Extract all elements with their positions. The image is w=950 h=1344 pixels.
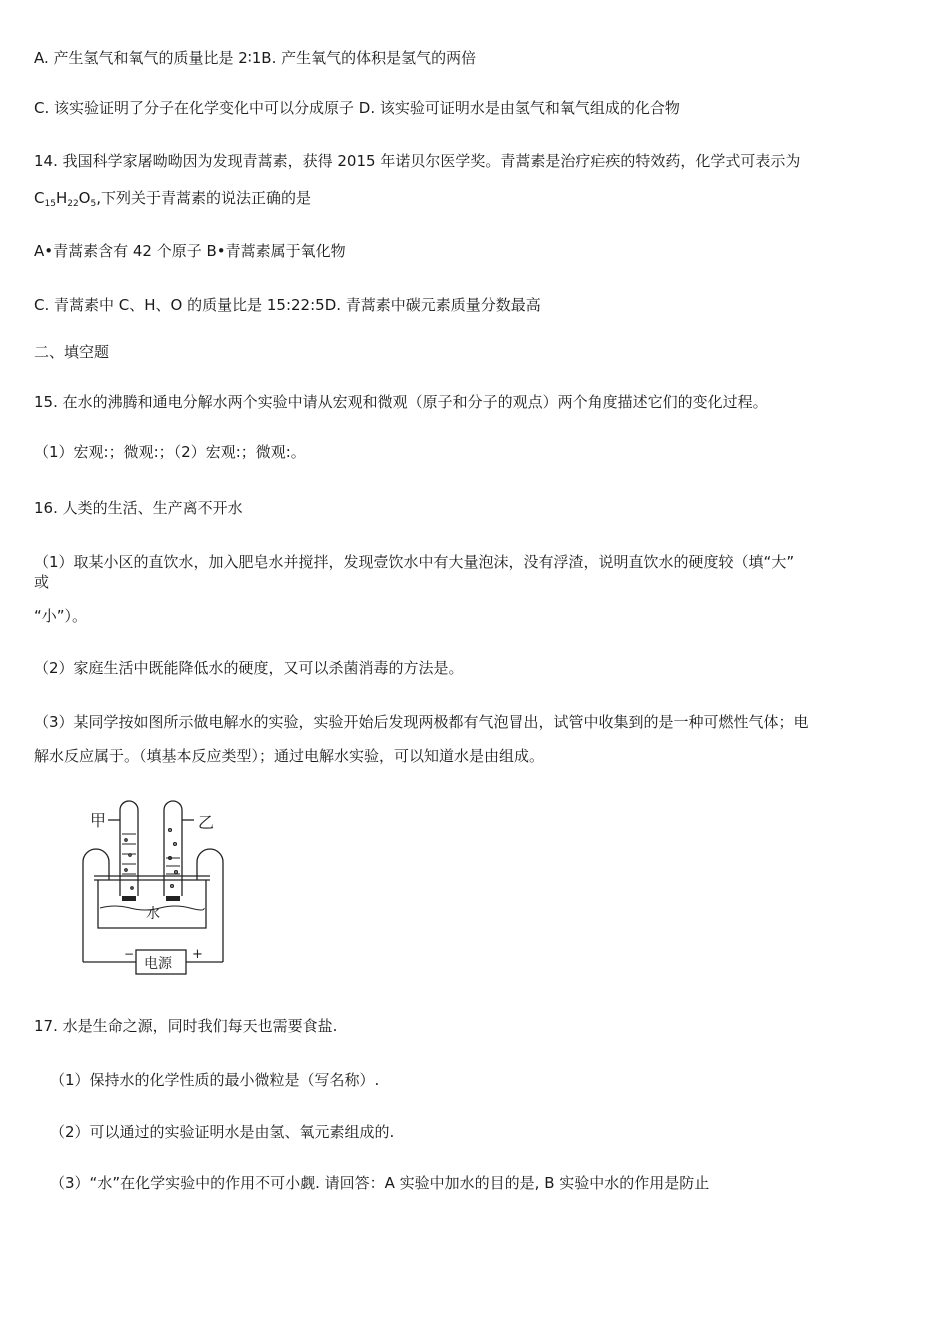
label-jia: 甲 xyxy=(90,811,107,830)
question-15: 15. 在水的沸腾和通电分解水两个实验中请从宏观和微观（原子和分子的观点）两个角度描述它们的变化过程。 xyxy=(34,393,768,411)
label-yi: 乙 xyxy=(198,813,215,832)
question-14-formula xyxy=(34,188,920,208)
right-electrode xyxy=(166,896,180,901)
question-16-part3-a: （3）某同学按如图所示做电解水的实验，实验开始后发现两极都有气泡冒出，试管中收集到的是一种可燃性气体；电 xyxy=(34,713,809,731)
question-16-part2: （2）家庭生活中既能降低水的硬度，又可以杀菌消毒的方法是。 xyxy=(34,659,464,677)
formula-h-sub: 22 xyxy=(67,199,79,209)
question-14-options-ab: A•青蒿素含有 42 个原子 B•青蒿素属于氧化物 xyxy=(34,242,346,260)
formula-o-sub: 5 xyxy=(90,199,97,209)
question-17-part2: （2）可以通过的实验证明水是由氢、氧元素组成的. xyxy=(50,1123,395,1141)
formula-h: H xyxy=(55,189,68,207)
question-16-part1-b: 或 xyxy=(34,573,50,591)
option-a-b: A. 产生氢气和氧气的质量比是 2∶1B. 产生氧气的体积是氢气的两倍 xyxy=(34,49,477,67)
left-electrode xyxy=(122,896,136,901)
question-16-part1-c: “小”）。 xyxy=(34,607,88,625)
option-c-d: C. 该实验证明了分子在化学变化中可以分成原子 D. 该实验可证明水是由氢气和氧气组成的化合物 xyxy=(34,99,680,117)
right-test-tube xyxy=(164,801,182,896)
plus-sign: + xyxy=(192,947,203,962)
question-14: 14. 我国科学家屠呦呦因为发现青蒿素，获得 2015 年诺贝尔医学奖。青蒿素是治疗疟疾的特效药，化学式可表示为 xyxy=(34,152,801,170)
question-16: 16. 人类的生活、生产离不开水 xyxy=(34,499,243,517)
formula-c-sub: 15 xyxy=(44,199,56,209)
question-15-answer: （1）宏观:；微观:；（2）宏观:；微观:。 xyxy=(34,443,306,461)
right-wire xyxy=(197,849,223,962)
question-16-part1-a: （1）取某小区的直饮水，加入肥皂水并搅拌，发现壹饮水中有大量泡沫，没有浮渣，说明直饮水的硬度较（填“大” xyxy=(34,553,795,571)
question-17: 17. 水是生命之源，同时我们每天也需要食盐. xyxy=(34,1017,338,1035)
question-17-part1: （1）保持水的化学性质的最小微粒是（写名称）. xyxy=(50,1071,380,1089)
left-test-tube xyxy=(120,801,138,896)
electrolysis-apparatus xyxy=(80,800,240,980)
section-heading: 二、填空题 xyxy=(34,343,110,361)
minus-sign: − xyxy=(124,947,135,961)
label-power: 电源 xyxy=(144,956,172,972)
tube-fill-lines xyxy=(122,834,180,874)
question-17-part3: （3）“水”在化学实验中的作用不可小觑. 请回答：A 实验中加水的目的是, B 实验中水的作用是防止 xyxy=(50,1174,710,1192)
question-14-options-cd: C. 青蒿素中 C、H、O 的质量比是 15:22:5D. 青蒿素中碳元素质量分数最高 xyxy=(34,296,541,314)
label-water: 水 xyxy=(146,906,160,922)
question-16-part3-b: 解水反应属于。（填基本反应类型）；通过电解水实验，可以知道水是由组成。 xyxy=(34,747,545,765)
left-wire xyxy=(83,849,109,962)
electrolysis-diagram xyxy=(80,800,240,980)
formula-c: C xyxy=(34,189,45,207)
formula-o: O xyxy=(78,189,91,207)
formula-tail: ,下列关于青蒿素的说法正确的是 xyxy=(96,189,311,207)
